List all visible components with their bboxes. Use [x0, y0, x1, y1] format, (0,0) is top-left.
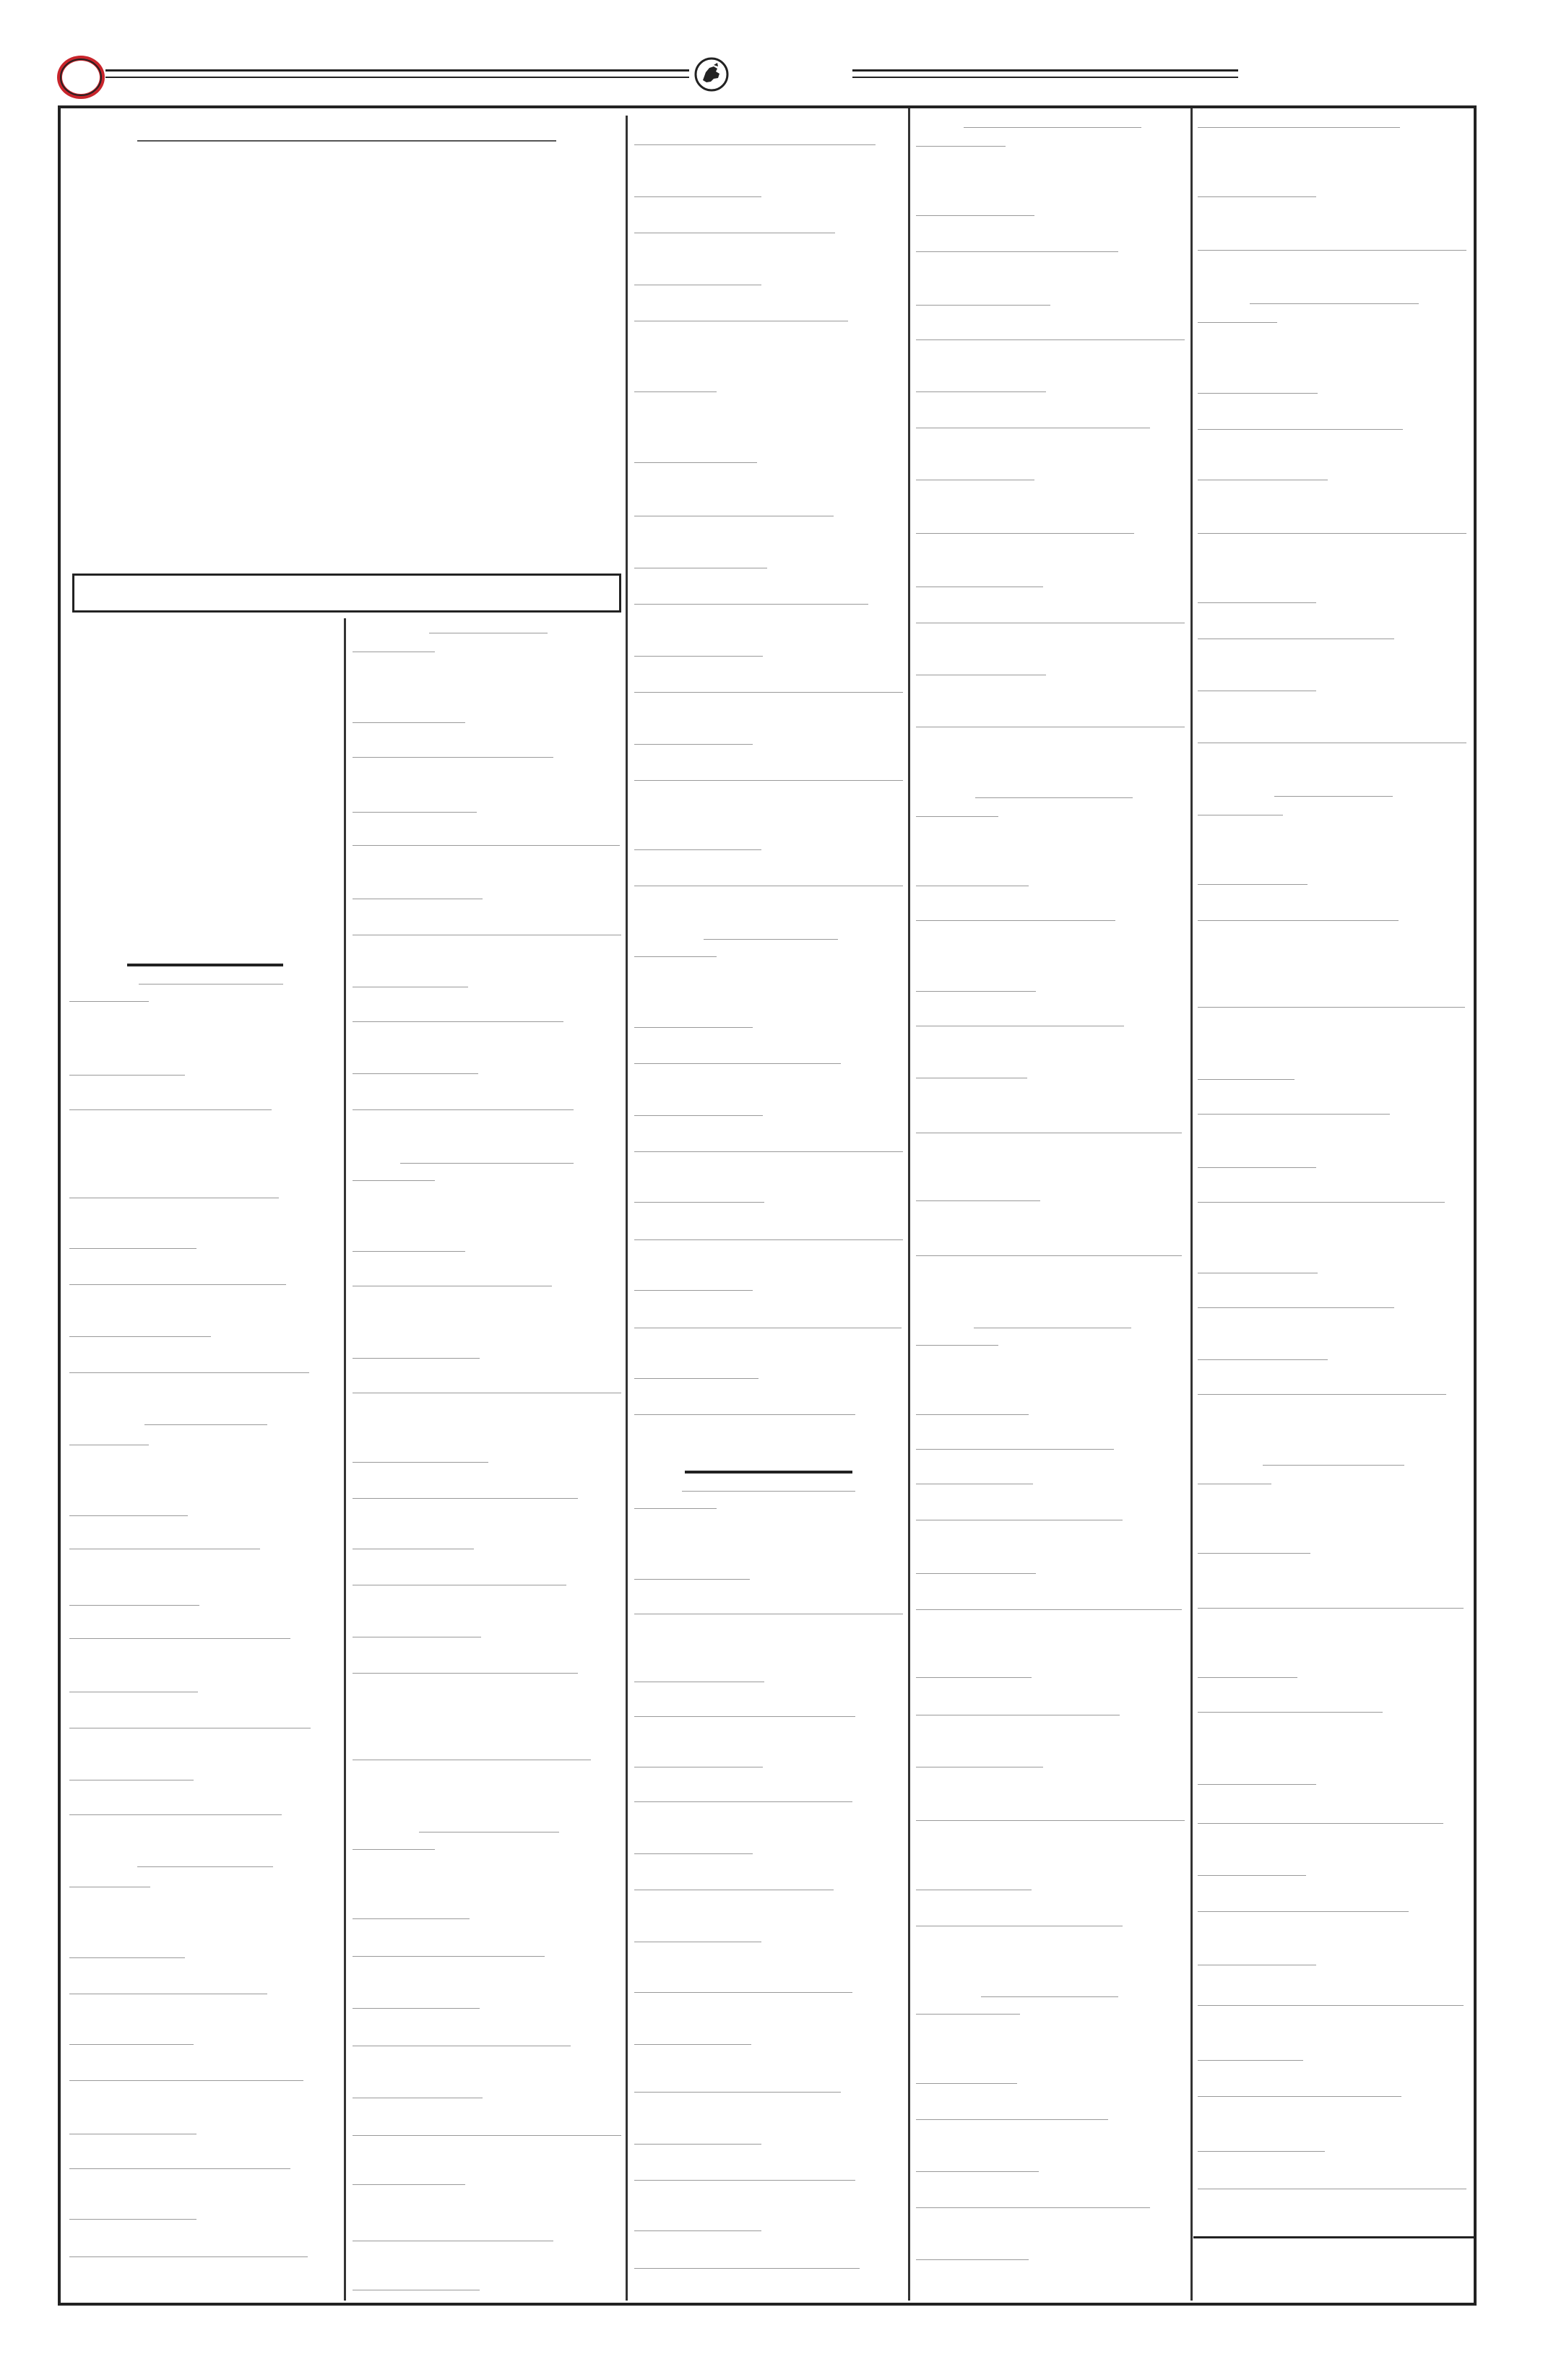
- col4-line: [916, 2207, 1150, 2208]
- col4-line: [916, 1609, 1182, 1610]
- col1-line: [69, 1284, 286, 1285]
- col1-line: [69, 1814, 282, 1815]
- col2-line: [353, 812, 477, 813]
- column-end-rule: [1193, 2236, 1475, 2238]
- col3-line: [634, 2044, 751, 2045]
- column-divider-2: [626, 116, 628, 2301]
- col5-line: [1198, 1167, 1316, 1168]
- col5-line: [1198, 1875, 1306, 1876]
- col4-line: [916, 2171, 1039, 2172]
- col1-line: [144, 1424, 267, 1425]
- col1-line: [69, 2256, 308, 2257]
- col3-line: [634, 692, 903, 693]
- col1-line: [69, 1075, 185, 1076]
- col3-line: [634, 744, 753, 745]
- col1-line: [69, 1515, 188, 1516]
- col5-line: [1198, 1677, 1297, 1678]
- col3-line: [634, 849, 761, 850]
- col3-line: [634, 1853, 753, 1854]
- col1-line: [69, 1109, 272, 1110]
- col5-line: [1198, 393, 1318, 394]
- col4-line: [916, 2014, 1020, 2015]
- title-rule: [137, 140, 556, 142]
- section-heading-rule: [685, 1471, 852, 1474]
- col3-line: [634, 1151, 903, 1152]
- col3-line: [634, 1992, 852, 1993]
- col1-line: [69, 2080, 303, 2081]
- col5-line: [1198, 1079, 1295, 1080]
- page-header: [0, 0, 1543, 108]
- col2-line: [400, 1163, 574, 1164]
- col2-line: [353, 1073, 478, 1074]
- col5-line: [1274, 796, 1393, 797]
- col4-line: [916, 991, 1036, 992]
- col2-line: [353, 845, 620, 846]
- col1-line: [69, 1957, 185, 1958]
- col5-line: [1198, 1007, 1465, 1008]
- col5-line: [1198, 1114, 1390, 1115]
- col5-line: [1263, 1465, 1404, 1466]
- col5-line: [1198, 2151, 1325, 2152]
- col4-line: [916, 1820, 1185, 1821]
- col5-line: [1198, 920, 1399, 921]
- col3-line: [634, 1508, 717, 1509]
- col4-line: [916, 2119, 1108, 2120]
- col2-line: [353, 757, 553, 758]
- col3-line: [634, 1801, 852, 1802]
- col3-line: [634, 1414, 855, 1415]
- col1-line: [137, 1866, 273, 1867]
- col4-line: [916, 305, 1050, 306]
- col5-line: [1198, 250, 1466, 251]
- col5-line: [1198, 1394, 1446, 1395]
- col3-line: [634, 956, 717, 957]
- col2-line: [353, 2135, 621, 2136]
- col5-line: [1198, 429, 1403, 430]
- col3-line: [634, 196, 761, 197]
- col3-line: [704, 939, 838, 940]
- col1-line: [69, 1248, 196, 1249]
- col5-line: [1198, 533, 1466, 534]
- col5-line: [1198, 1784, 1316, 1785]
- col4-line: [916, 533, 1134, 534]
- col3-line: [634, 462, 757, 463]
- col5-line: [1198, 1202, 1445, 1203]
- col4-line: [981, 1996, 1118, 1997]
- col5-line: [1198, 127, 1400, 128]
- col4-line: [916, 1414, 1029, 1415]
- col4-line: [916, 215, 1034, 216]
- col3-line: [634, 1290, 753, 1291]
- col2-line: [353, 1673, 578, 1674]
- col5-line: [1198, 1608, 1464, 1609]
- col3-line: [634, 1579, 750, 1580]
- col4-line: [916, 816, 998, 817]
- col5-line: [1198, 884, 1308, 885]
- col3-line: [634, 2180, 855, 2181]
- col5-line: [1198, 2060, 1303, 2061]
- col3-line: [634, 1202, 764, 1203]
- red-ring-seal-icon: [55, 53, 107, 101]
- col1-line: [69, 1336, 211, 1337]
- col2-line: [353, 1956, 545, 1957]
- col4-line: [916, 1345, 998, 1346]
- col3-line: [634, 780, 903, 781]
- col1-line: [69, 2044, 194, 2045]
- col4-line: [975, 797, 1133, 798]
- col4-line: [916, 1573, 1036, 1574]
- col3-line: [634, 2230, 761, 2231]
- col4-line: [916, 1255, 1182, 1256]
- header-rule-bottom-right: [852, 77, 1238, 78]
- column-divider-3: [908, 108, 910, 2301]
- col3-line: [634, 1063, 841, 1064]
- col3-line: [634, 144, 876, 145]
- caption-box: [72, 574, 621, 613]
- header-rule-top-left: [105, 69, 689, 72]
- col3-line: [634, 1239, 903, 1240]
- col4-line: [964, 127, 1141, 128]
- col2-line: [353, 1358, 480, 1359]
- section-heading-rule: [127, 964, 283, 966]
- col4-line: [916, 2083, 1017, 2084]
- col1-line: [69, 1372, 309, 1373]
- col5-line: [1198, 1823, 1443, 1824]
- col3-line: [634, 1115, 763, 1116]
- col1-line: [69, 2168, 290, 2169]
- col5-line: [1198, 1911, 1409, 1912]
- col2-line: [353, 2184, 465, 2185]
- col5-line: [1198, 1359, 1328, 1360]
- col1-line: [69, 2219, 196, 2220]
- col5-line: [1198, 2096, 1401, 2097]
- col3-line: [634, 656, 763, 657]
- col4-line: [916, 1200, 1040, 1201]
- col2-line: [353, 1849, 435, 1850]
- col2-line: [353, 1251, 465, 1252]
- col3-line: [634, 1027, 753, 1028]
- col5-line: [1198, 1307, 1394, 1308]
- col4-line: [916, 1449, 1114, 1450]
- col4-line: [916, 1677, 1032, 1678]
- column-divider-1: [344, 618, 346, 2301]
- col1-line: [139, 984, 283, 985]
- col4-line: [916, 391, 1046, 392]
- header-rule-top-right: [852, 69, 1238, 72]
- col3-line: [634, 2144, 761, 2145]
- col3-line: [634, 604, 868, 605]
- col3-line: [634, 1378, 758, 1379]
- col2-line: [353, 1021, 563, 1022]
- col1-line: [69, 1605, 199, 1606]
- col3-line: [634, 391, 717, 392]
- col4-line: [916, 2259, 1029, 2260]
- page-frame: [58, 105, 1477, 2306]
- col3-line: [682, 1491, 855, 1492]
- col1-line: [69, 1001, 149, 1002]
- col2-line: [353, 722, 465, 723]
- col3-line: [634, 2092, 841, 2093]
- col5-line: [1198, 1712, 1383, 1713]
- col2-line: [353, 1109, 574, 1110]
- col5-line: [1198, 322, 1277, 323]
- col2-line: [353, 1498, 578, 1499]
- col2-line: [353, 1462, 488, 1463]
- col2-line: [353, 2008, 480, 2009]
- col3-line: [634, 1716, 855, 1717]
- col5-line: [1198, 196, 1316, 197]
- col5-line: [1198, 2005, 1464, 2006]
- col2-line: [353, 1180, 435, 1181]
- col5-line: [1198, 1553, 1310, 1554]
- col5-line: [1250, 303, 1419, 304]
- col4-line: [916, 339, 1185, 340]
- cavalier-emblem-icon: [693, 56, 730, 92]
- col1-line: [69, 1638, 290, 1639]
- col4-line: [916, 920, 1115, 921]
- header-rule-bottom-left: [105, 77, 689, 78]
- col3-line: [634, 2268, 860, 2269]
- col4-line: [916, 251, 1118, 252]
- column-divider-4: [1190, 108, 1193, 2301]
- col4-line: [916, 146, 1006, 147]
- col5-line: [1198, 602, 1316, 603]
- col2-line: [353, 1918, 470, 1919]
